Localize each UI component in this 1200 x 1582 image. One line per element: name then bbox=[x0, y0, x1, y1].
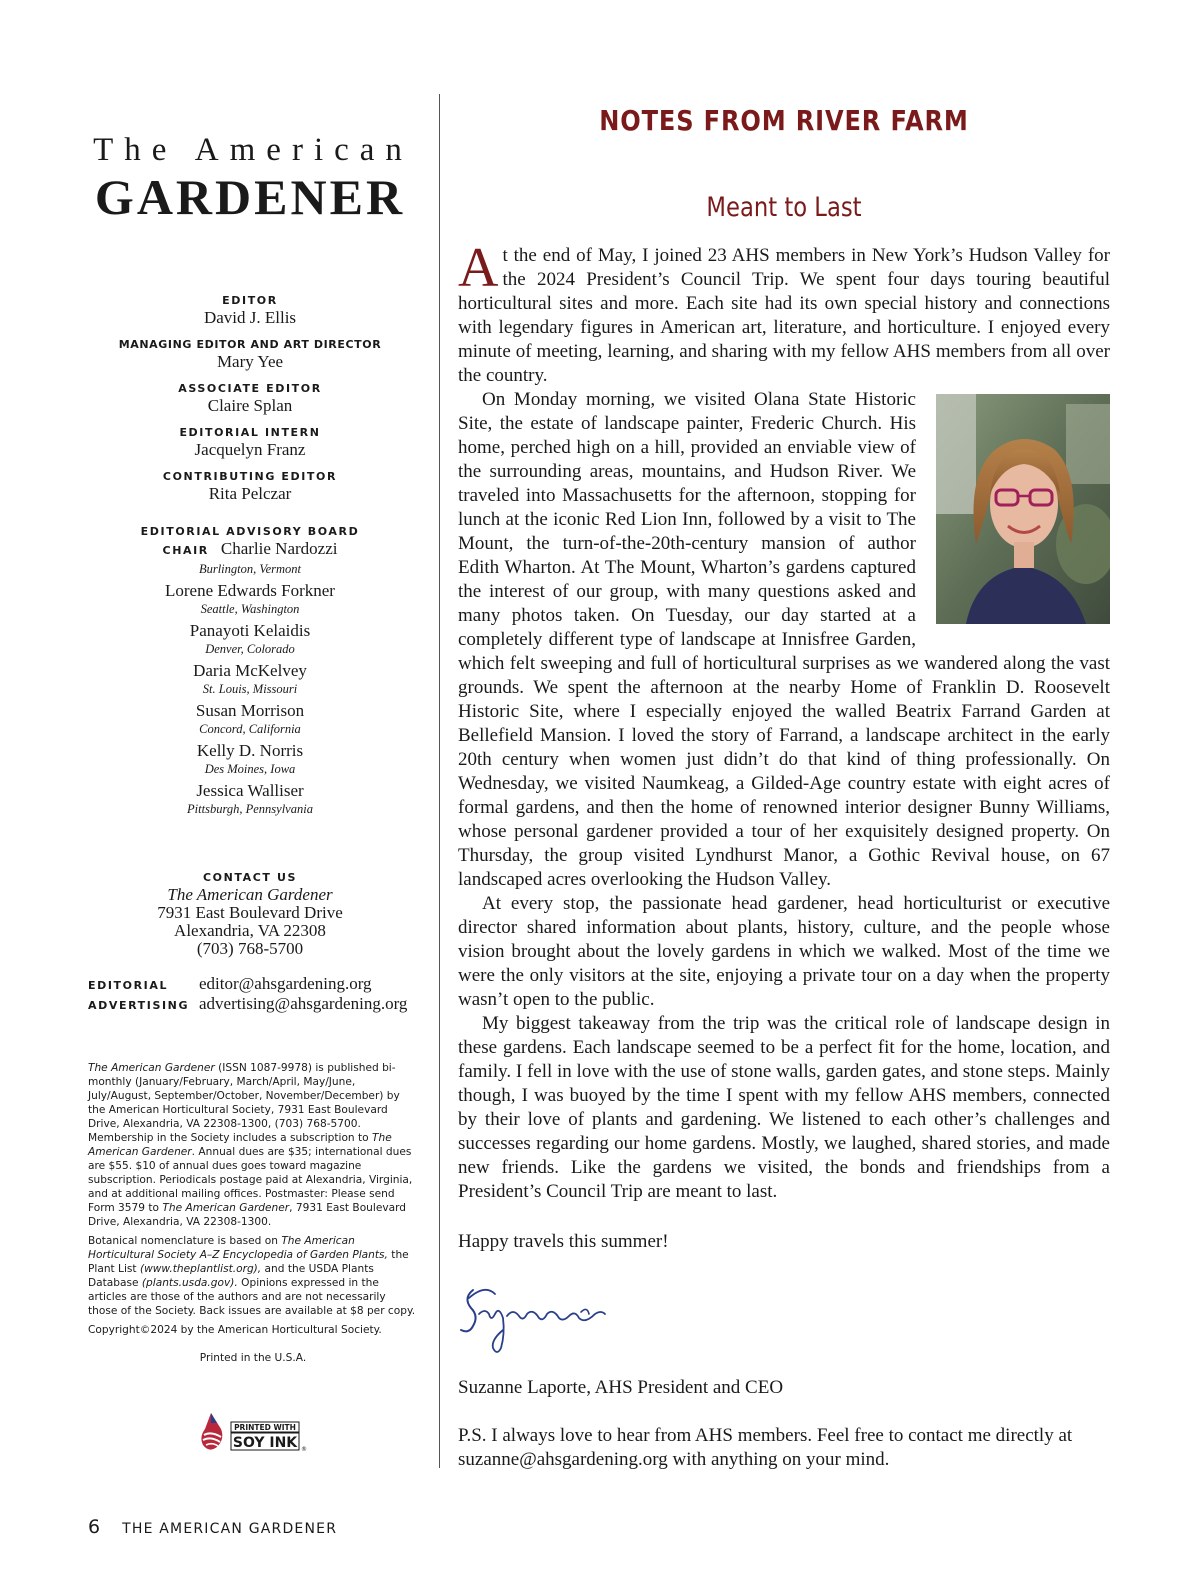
fine-text: the Plant List bbox=[88, 1249, 409, 1275]
page-number: 6 bbox=[88, 1516, 101, 1538]
advisory-board bbox=[80, 524, 420, 821]
closing-line: Happy travels this summer! bbox=[458, 1231, 669, 1252]
signer-name: Suzanne Laporte, AHS President and CEO bbox=[458, 1377, 784, 1398]
masthead-title: GARDENER bbox=[94, 169, 406, 225]
member-name: Susan Morrison bbox=[195, 701, 305, 720]
staff-entry bbox=[80, 338, 420, 372]
staff-name: Claire Splan bbox=[207, 396, 293, 415]
chair-label: CHAIR bbox=[162, 544, 209, 557]
member-location: Des Moines, Iowa bbox=[204, 762, 296, 776]
member-name: Jessica Walliser bbox=[196, 781, 304, 800]
staff-role: EDITORIAL INTERN bbox=[179, 426, 321, 439]
advertising-email-link[interactable]: advertising@ahsgardening.org bbox=[199, 994, 408, 1013]
staff-role: EDITOR bbox=[222, 294, 278, 307]
publication-notice bbox=[88, 1061, 418, 1229]
chair-name: Charlie Nardozzi bbox=[220, 539, 338, 558]
article-title: Meant to Last bbox=[706, 192, 862, 223]
editorial-contact bbox=[88, 974, 428, 994]
article-body bbox=[458, 237, 1111, 1204]
board-member bbox=[80, 581, 420, 617]
masthead-top: The American bbox=[93, 132, 413, 168]
member-name: Daria McKelvey bbox=[193, 661, 307, 680]
soy-ink-logo bbox=[197, 1409, 307, 1457]
contact-block bbox=[80, 870, 420, 958]
staff-entry bbox=[80, 294, 420, 328]
fine-text: Botanical nomenclature is based on bbox=[88, 1235, 282, 1247]
article-paragraph bbox=[458, 237, 1110, 388]
fine-print bbox=[88, 1061, 418, 1365]
fine-text: Opinions expressed in the articles are those of the authors and are not necessarily those of the Society. Back issues are available at $8 per copy. bbox=[88, 1277, 416, 1317]
contact-address-line1: 7931 East Boulevard Drive bbox=[157, 903, 343, 922]
fine-italic: The American Gardener bbox=[162, 1202, 290, 1214]
paragraph-text: t the end of May, I joined 23 AHS members in New York’s Hudson Valley for the 2024 President’s Council Trip. We spent four days touring beautiful horticultural sites and more. Each site had its own special history and connections with legendary figures in American art, literature, and horticulture. I enjoyed every minute of meeting, learning, and sharing with my fellow AHS members from all over the country. bbox=[458, 245, 1110, 386]
staff-entry bbox=[80, 382, 420, 416]
fine-italic: The American Gardener bbox=[88, 1132, 392, 1158]
staff-name: Rita Pelczar bbox=[208, 484, 292, 503]
fine-italic: (www.theplantlist.org), bbox=[139, 1263, 262, 1275]
email-contacts bbox=[88, 974, 428, 1014]
section-title: NOTES FROM RIVER FARM bbox=[599, 104, 969, 137]
editorial-email-link[interactable]: editor@ahsgardening.org bbox=[199, 974, 372, 993]
fine-italic: The American Horticultural Society A–Z Encyclopedia of Garden Plants, bbox=[88, 1235, 388, 1261]
chair-location: Burlington, Vermont bbox=[198, 562, 302, 576]
advertising-contact bbox=[88, 994, 428, 1014]
nomenclature-notice bbox=[88, 1234, 418, 1318]
soy-ink-mark: ® bbox=[301, 1446, 307, 1453]
staff-name: Jacquelyn Franz bbox=[194, 440, 306, 459]
member-location: Denver, Colorado bbox=[205, 642, 295, 656]
member-location: Concord, California bbox=[199, 722, 301, 736]
masthead bbox=[80, 130, 420, 224]
footer-magazine-title: THE AMERICAN GARDENER bbox=[122, 1521, 338, 1537]
contact-address-line2: Alexandria, VA 22308 bbox=[174, 921, 326, 940]
advertising-label: ADVERTISING bbox=[88, 999, 190, 1012]
member-name: Panayoti Kelaidis bbox=[189, 621, 311, 640]
printed-in-usa: Printed in the U.S.A. bbox=[199, 1352, 307, 1364]
member-location: Pittsburgh, Pennsylvania bbox=[187, 802, 313, 816]
column-divider bbox=[439, 94, 440, 1468]
author-photo bbox=[936, 394, 1110, 624]
fine-italic: (plants.usda.gov). bbox=[141, 1277, 238, 1289]
board-heading: EDITORIAL ADVISORY BOARD bbox=[140, 525, 360, 538]
board-member bbox=[80, 661, 420, 697]
member-name: Lorene Edwards Forkner bbox=[165, 581, 335, 600]
board-member bbox=[80, 621, 420, 657]
editorial-label: EDITORIAL bbox=[88, 979, 169, 992]
staff-role: MANAGING EDITOR AND ART DIRECTOR bbox=[118, 338, 382, 351]
fine-text: and the USDA Plants Database bbox=[88, 1263, 374, 1289]
soy-ink-line2: SOY INK bbox=[232, 1435, 298, 1451]
member-location: Seattle, Washington bbox=[200, 602, 300, 616]
board-member bbox=[80, 781, 420, 817]
contact-publication: The American Gardener bbox=[167, 885, 333, 904]
soy-ink-line1: PRINTED WITH bbox=[234, 1423, 296, 1432]
article-paragraph: At every stop, the passionate head gardener, head horticulturist or executive director shared information about plants, history, culture, and the people whose vision brought about the lovely gardens in which we walked. Most of the time we were the only visitors at the site, enjoying a private tour on a day when the property wasn’t open to the public. bbox=[458, 893, 1110, 1010]
staff-name: David J. Ellis bbox=[203, 308, 297, 327]
board-member bbox=[80, 741, 420, 777]
drop-cap: A bbox=[458, 237, 499, 299]
paragraph-text: On Monday morning, we visited Olana State Historic Site, the estate of landscape painter, Frederic Church. His home, perched high on a hill, provided an enviable view of the surrounding areas, mountains, and Hudson River. We traveled into Massachusetts for the afternoon, stopping for lunch at the iconic Red Lion Inn, followed by a visit to The Mount, the turn-of-the-20th-century mansion of author Edith Wharton. At The Mount, Wharton’s gardens captured the interest of our group, with many questions asked and many photos taken. On Tuesday, our day started at a completely different type of landscape at Innisfree Garden, which felt sweeping and full of horticultural surprises as we wandered along the vast grounds. We spent the afternoon at the nearby Home of Franklin D. Roosevelt Historic Site, where I especially enjoyed the walled Beatrix Farrand Garden at Bellefield Mansion. I loved the story of Farrand, a landscape architect in the early 20th century when women just didn’t do that kind of thing professionally. On Wednesday, we visited Naumkeag, a Gilded-Age country estate with eight acres of formal gardens, and then the home of renowned interior designer Bunny Williams, whose personal gardener provided a tour of her exquisitely designed property. On Thursday, the group visited Lyndhurst Manor, a Gothic Revival house, on 67 landscaped acres overlooking the Hudson Valley. bbox=[458, 389, 1110, 890]
member-location: St. Louis, Missouri bbox=[202, 682, 298, 696]
staff-role: ASSOCIATE EDITOR bbox=[178, 382, 322, 395]
staff-name: Mary Yee bbox=[216, 352, 284, 371]
page-footer bbox=[88, 1516, 337, 1538]
contact-phone: (703) 768-5700 bbox=[196, 939, 304, 958]
signature-image bbox=[455, 1278, 610, 1362]
copyright-notice: Copyright©2024 by the American Horticultural Society. bbox=[88, 1324, 382, 1336]
staff-list bbox=[80, 294, 420, 514]
fine-text: , 7931 East Boulevard Drive, Alexandria, VA 22308-1300. bbox=[88, 1202, 407, 1228]
article-paragraph: My biggest takeaway from the trip was the critical role of landscape design in these gardens. Each landscape seemed to be a perfect fit for the home, location, and family. I fell in love with the use of stone walls, garden gates, and stone steps. Mainly though, I was buoyed by the time I spent with my fellow AHS members, connected by their love of plants and gardening. We listened to each other’s challenges and successes regarding our home gardens. Mostly, we laughed, shared stories, and made new friends. Like the gardens we visited, the bonds and friendships from a President’s Council Trip are meant to last. bbox=[458, 1013, 1111, 1202]
fine-text: . Annual dues are $35; international dues are $55. $10 of annual dues goes toward magazine subscription. Periodicals postage paid at Alexandria, Virginia, and at additional mailing offices. Postmaster: Please send Form 3579 to bbox=[88, 1146, 413, 1214]
board-chair bbox=[80, 539, 420, 561]
staff-entry bbox=[80, 470, 420, 504]
fine-italic: The American Gardener bbox=[88, 1062, 215, 1074]
staff-role: CONTRIBUTING EDITOR bbox=[162, 470, 338, 483]
member-name: Kelly D. Norris bbox=[196, 741, 304, 760]
board-member bbox=[80, 701, 420, 737]
postscript: P.S. I always love to hear from AHS members. Feel free to contact me directly at suzanne@ahsgardening.org with anything on your mind. bbox=[458, 1425, 1073, 1470]
contact-heading: CONTACT US bbox=[202, 871, 298, 884]
soy-ink-icon bbox=[201, 1413, 222, 1450]
article-paragraph bbox=[458, 388, 1110, 892]
fine-text: (ISSN 1087-9978) is published bi-monthly (January/February, March/April, May/June, July/August, September/October, November/December) by the American Horticultural Society, 7931 East Boulevard Drive, Alexandria, VA 22308-1300, (703) 768-5700. Membership in the Society includes a subscription to bbox=[88, 1062, 400, 1144]
staff-entry bbox=[80, 426, 420, 460]
